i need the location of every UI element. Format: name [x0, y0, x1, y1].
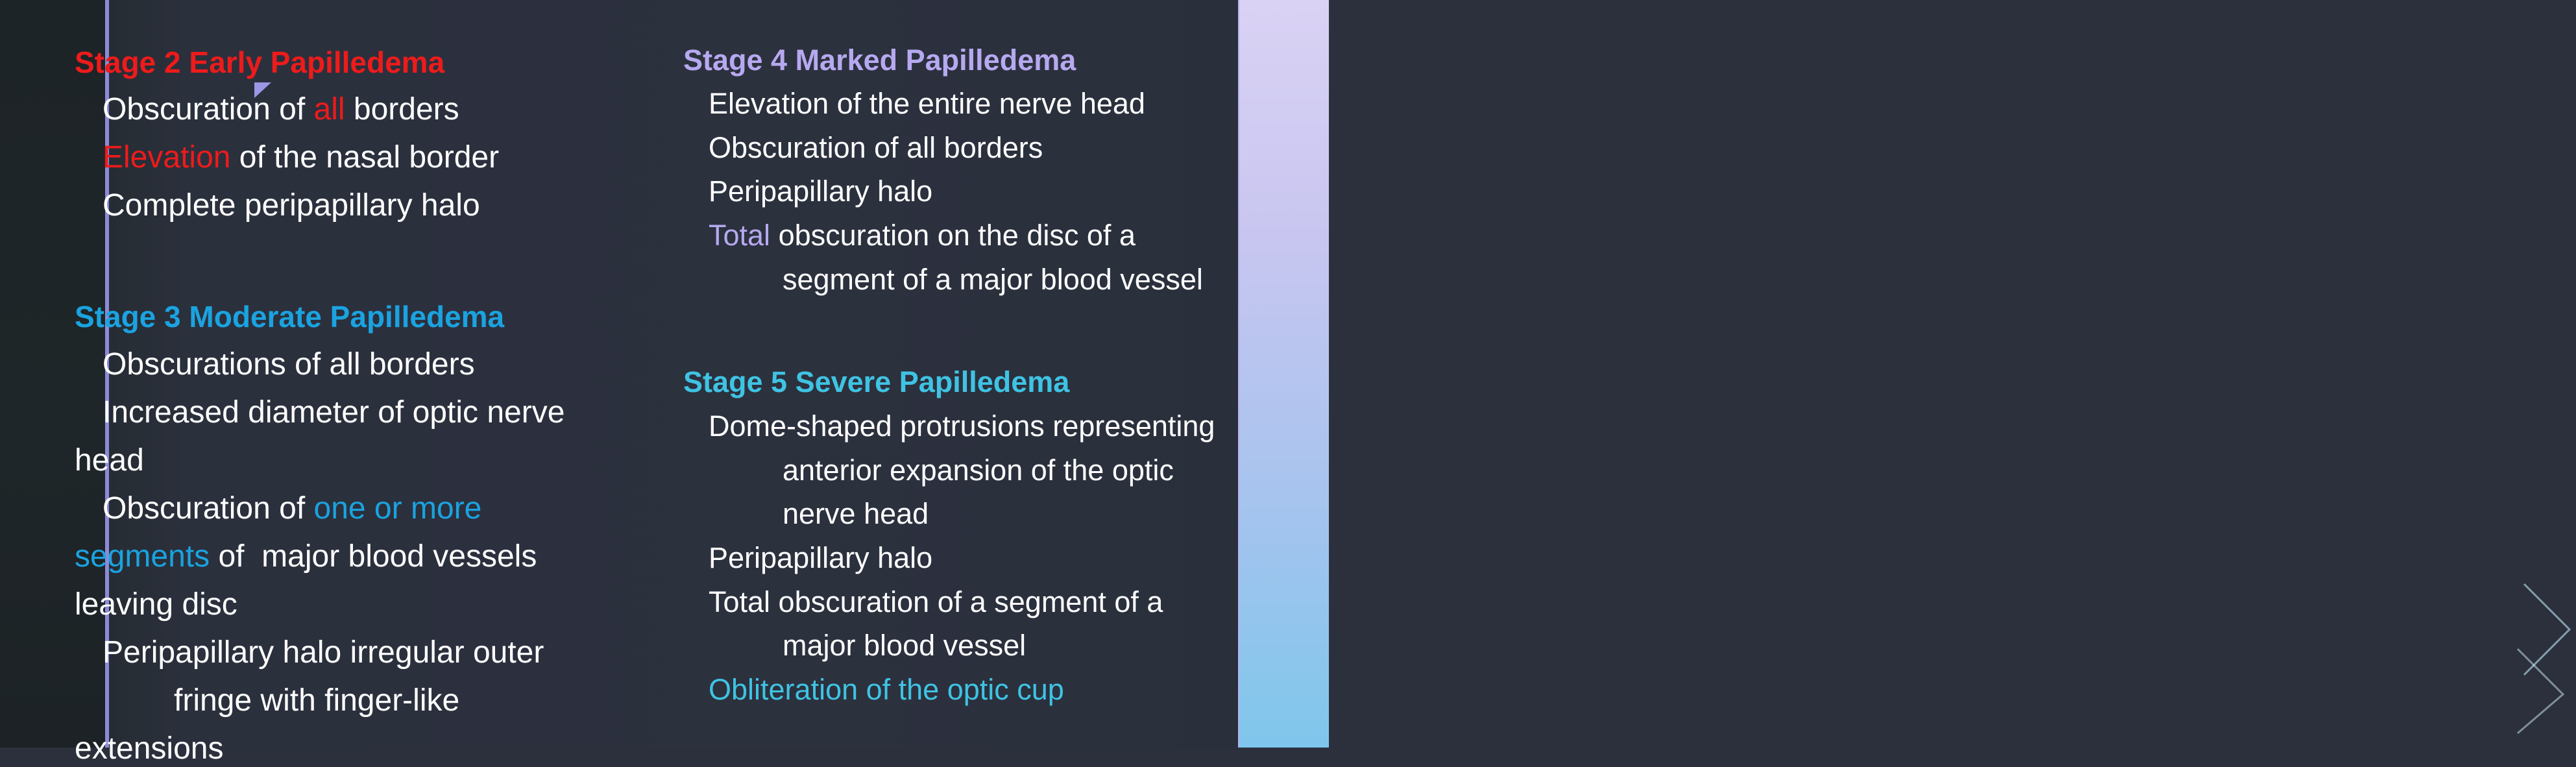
- stage3-line6: leaving disc: [75, 587, 237, 622]
- stage4-line5: segment of a major blood vessel: [783, 263, 1203, 296]
- stage3-line2: Increased diameter of optic nerve: [103, 395, 565, 430]
- right-decor-panel: [1239, 0, 1329, 748]
- stage2-line1-a: Obscuration of: [103, 92, 314, 127]
- stage2-line1: [103, 91, 459, 128]
- stage5-line6: major blood vessel: [783, 629, 1027, 662]
- stage3-line4-a: Obscuration of: [103, 491, 314, 526]
- stage4-line4-b: obscuration on the disc of a: [770, 219, 1136, 252]
- stage5-line3: nerve head: [783, 497, 929, 530]
- stage5-line5: Total obscuration of a segment of a: [709, 585, 1163, 618]
- stage2-line1-c: borders: [345, 92, 459, 127]
- chevron-icon: [2511, 571, 2576, 740]
- stage3-line5: [75, 539, 537, 575]
- stage4-heading: Stage 4 Marked Papilledema: [683, 43, 1076, 77]
- stage4-line4-a: Total: [709, 219, 771, 252]
- stage3-line4-b: one or more: [313, 491, 482, 526]
- stage5-line1: Dome-shaped protrusions representing: [709, 409, 1215, 443]
- stage3-line5-b: of major blood vessels: [210, 539, 537, 574]
- stage5-line7: Obliteration of the optic cup: [709, 673, 1064, 706]
- stage3-line4: [103, 491, 481, 527]
- stage5-line2: anterior expansion of the optic: [783, 454, 1174, 487]
- stage3-line7: Peripapillary halo irregular outer: [103, 635, 544, 670]
- stage4-line2: Obscuration of all borders: [709, 131, 1043, 164]
- left-band: [0, 0, 105, 748]
- stage3-line8: fringe with finger-like: [174, 683, 460, 718]
- stage2-line1-b: all: [313, 92, 345, 127]
- stage2-line2-b: of the nasal border: [230, 140, 500, 175]
- stage4-line4: [709, 218, 1136, 253]
- stage5-line4: Peripapillary halo: [709, 541, 933, 574]
- stage3-line3: head: [75, 443, 144, 478]
- stage2-line2-a: Elevation: [103, 140, 231, 175]
- stage3-line5-a: segments: [75, 539, 210, 574]
- stage4-line3: Peripapillary halo: [709, 175, 933, 208]
- stage3-line9: extensions: [75, 731, 224, 766]
- stage3-line1: Obscurations of all borders: [103, 347, 475, 382]
- stage2-line3: Complete peripapillary halo: [103, 188, 480, 223]
- stage4-line1: Elevation of the entire nerve head: [709, 87, 1145, 120]
- stage2-heading: Stage 2 Early Papilledema: [75, 45, 445, 79]
- stage5-heading: Stage 5 Severe Papilledema: [683, 365, 1070, 398]
- stage2-line2: [103, 140, 499, 176]
- stage3-heading: Stage 3 Moderate Papilledema: [75, 300, 505, 334]
